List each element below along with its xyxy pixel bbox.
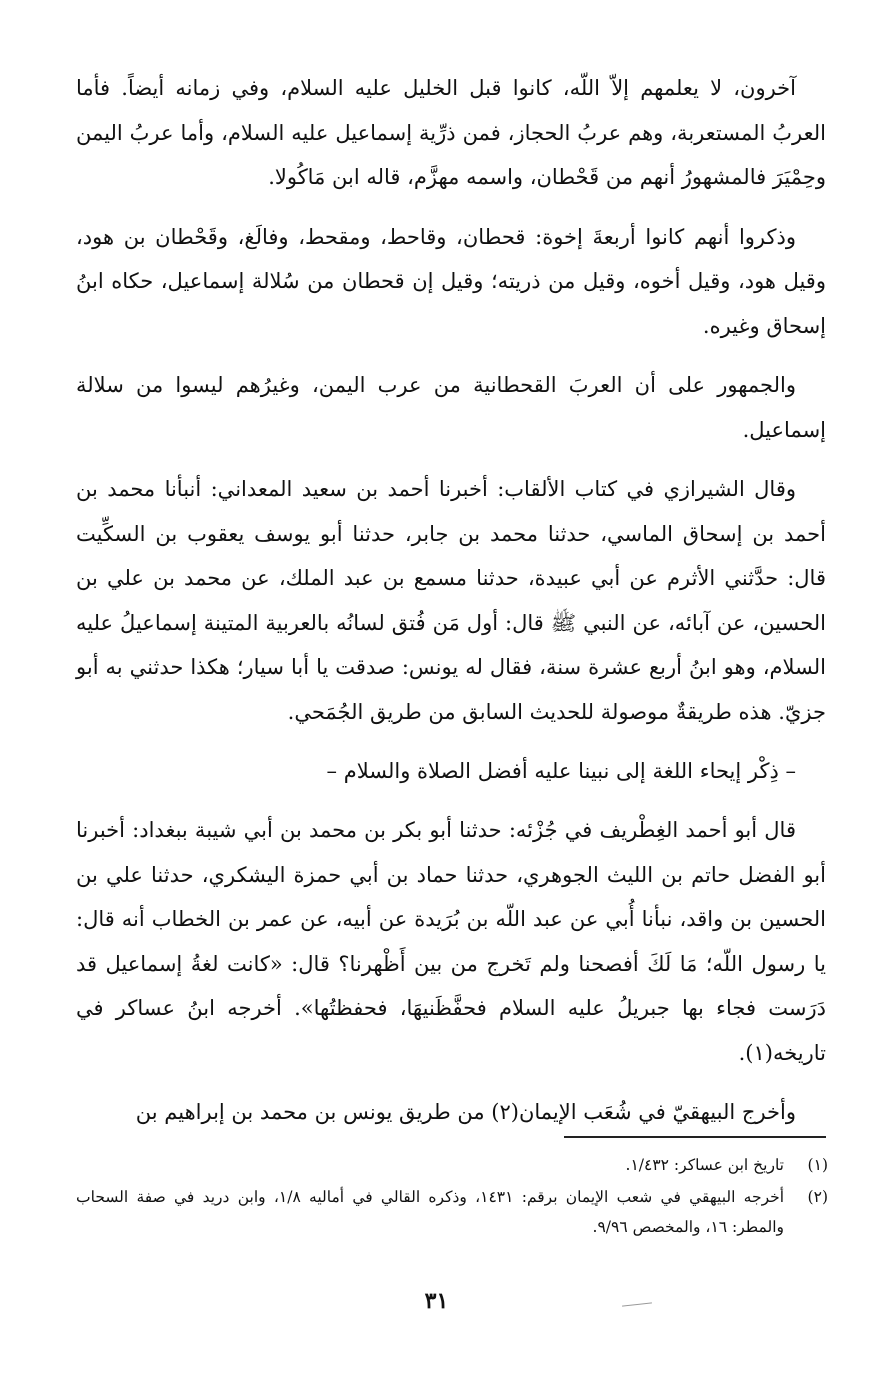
paragraph: والجمهور على أن العربَ القحطانية من عرب اليمن، وغيرُهم ليسوا من سلالة إسماعيل. <box>76 373 826 442</box>
paragraph: قال أبو أحمد الغِطْريف في جُزْئه: حدثنا أبو بكر بن محمد بن أبي شيبة ببغداد: أخبرنا أبو الفضل حاتم بن الليث الجوهري، حدثنا حماد بن أبي حمزة اليشكري، حدثنا علي بن الحسين بن واقد، نبأنا أُبي عن عبد اللّه بن بُرَيدة عن أبيه، عن عمر بن الخطاب أنه قال: يا رسول اللّه؛ مَا لَكَ أفصحنا ولم تَخرج من بين أَظْهرنا؟ قال: «كانت لغةُ إسماعيل قد دَرَست فجاء بها جبريلُ عليه السلام فحفَّظَنيهَا، فحفظتُها». أخرجه ابنُ عساكر في تاريخه(١). <box>76 818 826 1065</box>
paragraph: وأخرج البيهقيّ في شُعَب الإيمان(٢) من طريق يونس بن محمد بن إبراهيم بن <box>135 1100 796 1124</box>
footnotes <box>76 1150 828 1244</box>
footnote-number: (١) <box>807 1156 828 1174</box>
paragraph: وقال الشيرازي في كتاب الألقاب: أخبرنا أحمد بن سعيد المعداني: أنبأنا محمد بن أحمد بن إسحاق الماسي، حدثنا محمد بن جابر، حدثنا أبو يوسف يعقوب بن السكِّيت قال: حدَّثني الأثرم عن أبي عبيدة، حدثنا مسمع بن عبد الملك، عن محمد بن علي بن الحسين، عن آبائه، عن النبي ﷺ قال: أول مَن فُتق لسانُه بالعربية المتينة إسماعيلُ عليه السلام، وهو ابنُ أربع عشرة سنة، فقال له يونس: صدقت يا أبا سيار؛ هكذا حدثني به أبو جزيّ. هذه طريقةٌ موصولة للحديث السابق من طريق الجُمَحي. <box>76 477 826 724</box>
footnote-text: أخرجه البيهقي في شعب الإيمان برقم: ١٤٣١، وذكره القالي في أماليه ١/٨، وابن دريد في صفة السحاب والمطر: ١٦، والمخصص ٩/٩٦. <box>76 1188 785 1236</box>
paragraph: آخرون، لا يعلمهم إلاّ اللّه، كانوا قبل الخليل عليه السلام، وفي زمانه أيضاً. فأما العربُ المستعربة، وهم عربُ الحجاز، فمن ذرِّية إسماعيل عليه السلام، وأما عربُ اليمن وحِمْيَرَ فالمشهورُ أنهم من قَحْطان، واسمه مهزَّم، قاله ابن مَاكُولا. <box>76 76 826 189</box>
footnote <box>76 1182 828 1242</box>
footnote-number: (٢) <box>807 1188 828 1206</box>
footnote <box>76 1150 828 1180</box>
page-number: ٣١ <box>424 1288 449 1314</box>
footnote-text: تاريخ ابن عساكر: ١/٤٣٢. <box>625 1156 784 1174</box>
footnote-divider <box>564 1136 826 1138</box>
section-heading: – ذِكْر إيحاء اللغة إلى نبينا عليه أفضل الصلاة والسلام – <box>326 759 796 783</box>
main-text <box>76 66 826 1150</box>
paragraph: وذكروا أنهم كانوا أربعةَ إخوة: قحطان، وقاحط، ومقحط، وفالَغ، وقَحْطان بن هود، وقيل هود، وقيل أخوه، وقيل من ذريته؛ وقيل إن قحطان من سُلالة إسماعيل، حكاه ابنُ إسحاق وغيره. <box>76 224 826 338</box>
